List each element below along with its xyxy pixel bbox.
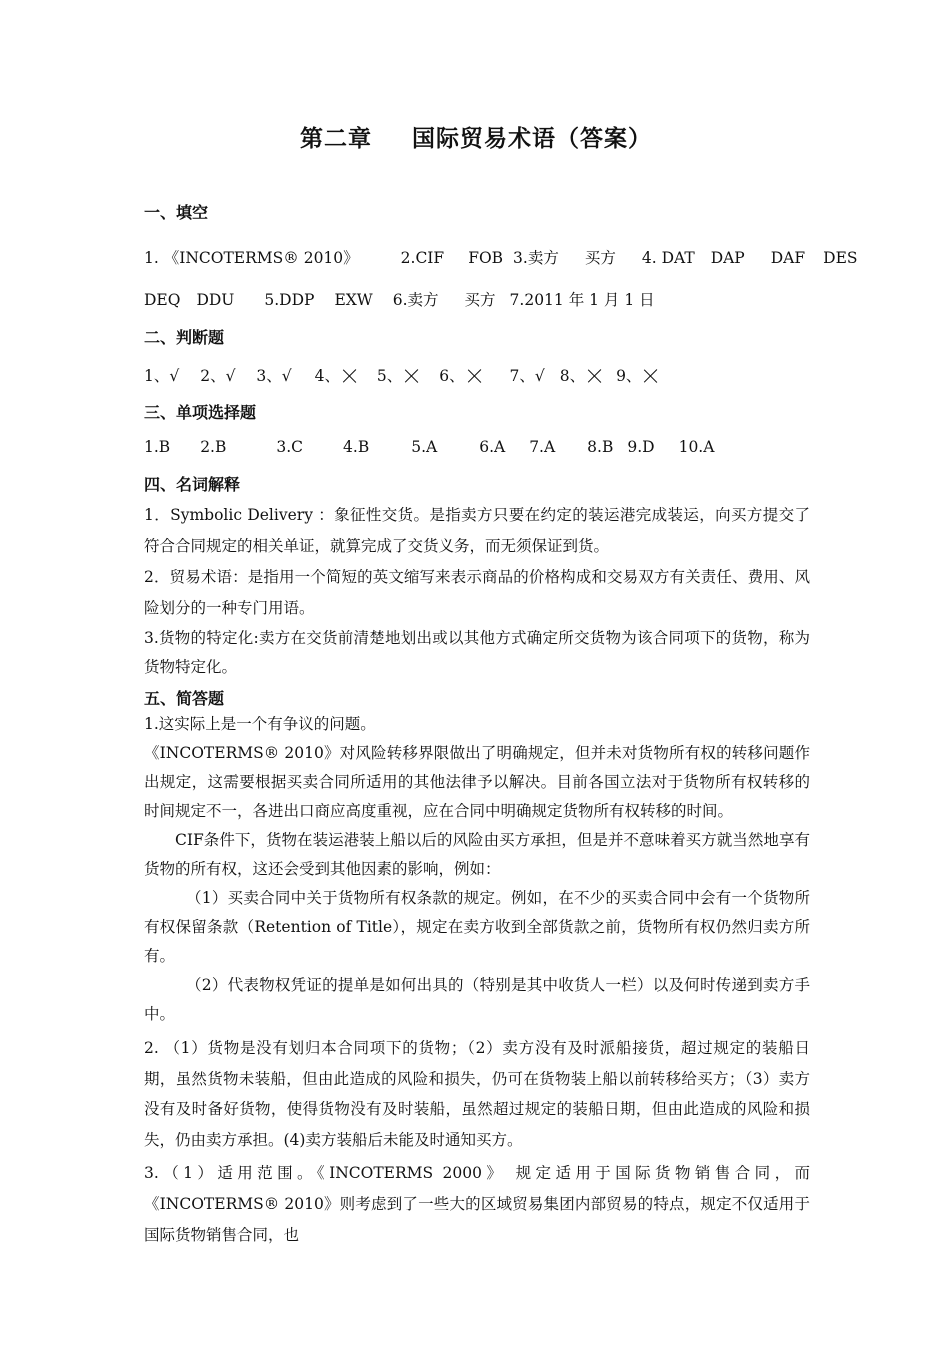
- check-mark: √: [169, 367, 180, 385]
- answer-1-paragraph-1: 《INCOTERMS® 2010》对风险转移界限做出了明确规定，但并未对货物所有权的转移问题作出规定，这需要根据买卖合同所适用的其他法律予以解决。目前各国立法对于货物所有权转移的时间规定不一，各进出口商应高度重视，应在合同中明确规定货物所有权转移的时间。: [144, 744, 810, 820]
- fill-answer: 买方: [464, 291, 496, 309]
- choice-answer: 8.B: [587, 438, 614, 456]
- fill-answer: DDU: [196, 291, 235, 309]
- fill-answer: DAP: [710, 249, 745, 267]
- choice-answers-row: [144, 438, 714, 456]
- fill-answer: 5.DDP: [264, 291, 315, 309]
- cross-mark-icon: [404, 369, 418, 383]
- cross-mark-icon: [342, 369, 356, 383]
- page-title: [0, 120, 952, 153]
- fill-answer: DES: [823, 249, 858, 267]
- cross-mark-icon: [467, 369, 481, 383]
- fill-answer: 2.CIF: [400, 249, 445, 267]
- choice-answer: 3.C: [276, 438, 304, 456]
- answer-1-point-1: （1）买卖合同中关于货物所有权条款的规定。例如，在不少的买卖合同中会有一个货物所有权保留条款（Retention of Title），规定在卖方收到全部货款之前，货物所有权仍然归卖方所有。: [144, 889, 810, 965]
- judge-item: 4、: [315, 367, 356, 385]
- fill-answer: 4. DAT: [641, 249, 695, 267]
- section-heading-choice: 三、单项选择题: [144, 403, 257, 422]
- choice-answer: 6.A: [479, 438, 506, 456]
- answer-3: 3.（1）适用范围。《INCOTERMS 2000》 规定适用于国际货物销售合同，而《INCOTERMS® 2010》则考虑到了一些大的区域贸易集团内部贸易的特点，规定不仅适用于国际货物销售合同，也: [144, 1164, 810, 1244]
- answer-1-paragraph-2: CIF条件下，货物在装运港装上船以后的风险由买方承担，但是并不意味着买方就当然地享有货物的所有权，这还会受到其他因素的影响，例如：: [144, 831, 810, 878]
- fill-answer: DAF: [770, 249, 806, 267]
- section-heading-judge: 二、判断题: [144, 328, 225, 347]
- choice-answer: 2.B: [200, 438, 227, 456]
- judge-item: 2、√: [200, 367, 236, 385]
- fill-answer: 3.卖方: [513, 249, 559, 267]
- choice-answer: 5.A: [411, 438, 438, 456]
- chapter-title: 国际贸易术语（答案）: [412, 125, 652, 152]
- choice-answer: 10.A: [678, 438, 715, 456]
- choice-answer: 7.A: [529, 438, 556, 456]
- judge-answers-row: [144, 364, 657, 386]
- section-heading-fill: 一、填空: [144, 203, 209, 222]
- choice-answer: 1.B: [144, 438, 171, 456]
- choice-answer: 9.D: [627, 438, 655, 456]
- answer-1-intro: 1.这实际上是一个有争议的问题。: [144, 715, 376, 733]
- fill-answers-row-2: [144, 288, 655, 310]
- choice-answer: 4.B: [343, 438, 370, 456]
- fill-answer: FOB: [468, 249, 504, 267]
- term-definition-2: 2．贸易术语：是指用一个简短的英文缩写来表示商品的价格构成和交易双方有关责任、费用、风险划分的一种专门用语。: [144, 568, 810, 617]
- judge-item: 9、: [616, 367, 657, 385]
- judge-item: 1、√: [144, 367, 180, 385]
- section-heading-short-answer: 五、简答题: [144, 689, 225, 708]
- judge-item: 3、√: [256, 367, 292, 385]
- fill-answer: 6.卖方: [392, 291, 439, 309]
- check-mark: √: [225, 367, 236, 385]
- judge-item: 7、√: [509, 367, 545, 385]
- fill-answer: 1. 《INCOTERMS® 2010》: [144, 249, 359, 267]
- section-heading-terms: 四、名词解释: [144, 475, 241, 494]
- fill-answer: 7.2011 年 1 月 1 日: [509, 291, 655, 309]
- check-mark: √: [281, 367, 292, 385]
- judge-item: 5、: [377, 367, 418, 385]
- answer-1-point-2: （2）代表物权凭证的提单是如何出具的（特别是其中收货人一栏）以及何时传递到卖方手中。: [144, 976, 810, 1023]
- chapter-label: 第二章: [300, 125, 372, 152]
- check-mark: √: [534, 367, 545, 385]
- fill-answer: 买方: [584, 249, 616, 267]
- fill-answers-row-1: [144, 246, 858, 268]
- answer-2: 2. （1）货物是没有划归本合同项下的货物；（2）卖方没有及时派船接货，超过规定的装船日期，虽然货物未装船，但由此造成的风险和损失，仍可在货物装上船以前转移给买方；（3）卖方没有及时备好货物，使得货物没有及时装船，虽然超过规定的装船日期，但由此造成的风险和损失，仍由卖方承担。(4)卖方装船后未能及时通知买方。: [144, 1039, 810, 1149]
- cross-mark-icon: [587, 369, 601, 383]
- cross-mark-icon: [643, 369, 657, 383]
- judge-item: 8、: [560, 367, 601, 385]
- fill-answer: EXW: [334, 291, 373, 309]
- fill-answer: DEQ: [144, 291, 181, 309]
- term-definition-3: 3.货物的特定化:卖方在交货前清楚地划出或以其他方式确定所交货物为该合同项下的货物，称为货物特定化。: [144, 629, 810, 676]
- term-definition-1: 1．Symbolic Delivery ：象征性交货。是指卖方只要在约定的装运港完成装运，向买方提交了符合合同规定的相关单证，就算完成了交货义务，而无须保证到货。: [144, 506, 810, 555]
- judge-item: 6、: [439, 367, 480, 385]
